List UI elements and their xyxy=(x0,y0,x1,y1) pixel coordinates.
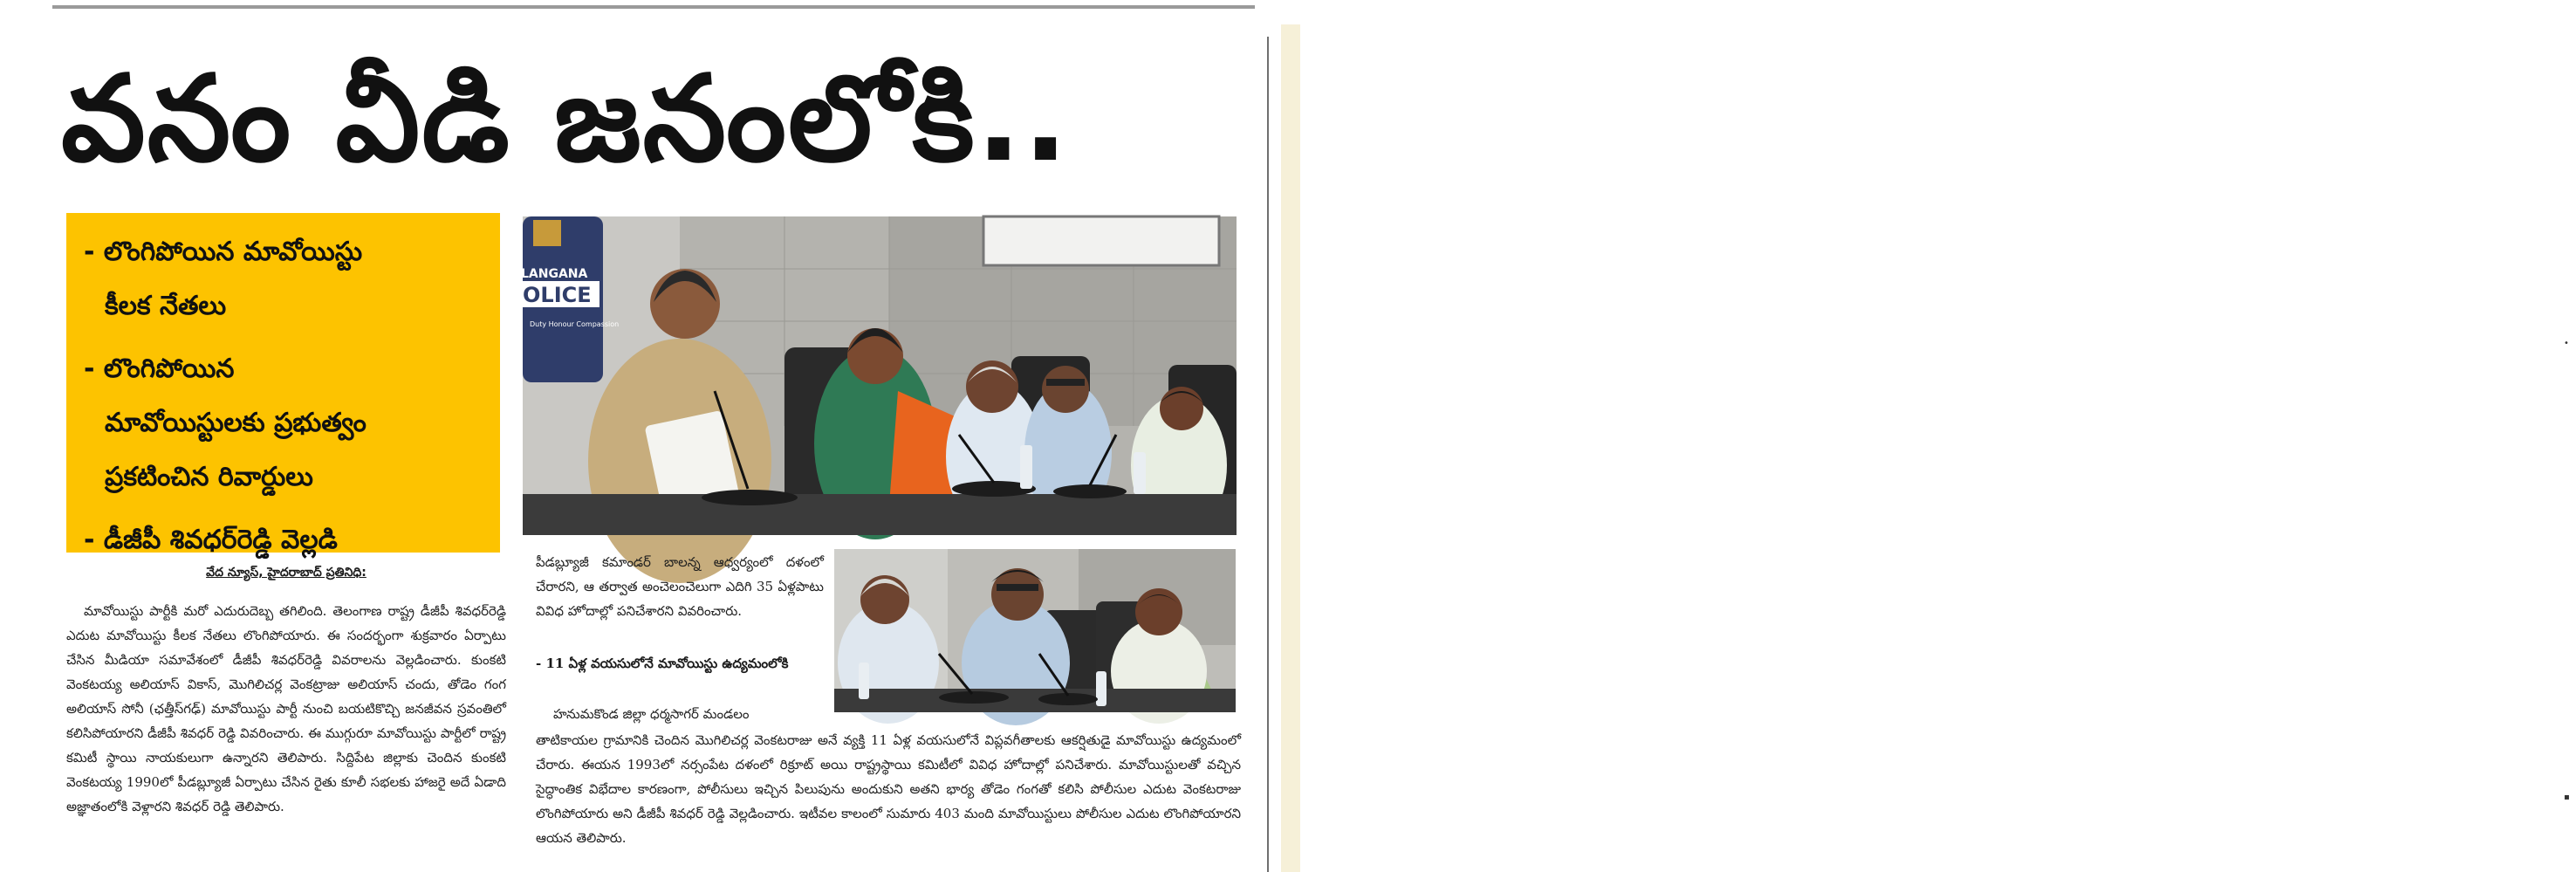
article-column-1: మావోయిస్టు పార్టీకి మరో ఎదురుదెబ్బ తగిలింది. తెలంగాణ రాష్ట్ర డీజీపీ శివధర్‌రెడ్డి ఎదుట మావోయిస్టు కీలక నేతలు లొంగిపోయారు. ఈ సందర్భంగా శుక్రవారం ఏర్పాటు చేసిన మీడియా సమావేశంలో డీజీపీ శివధర్‌రెడ్డి వివరాలను వెల్లడించారు. కుంకటి వెంకటయ్య అలియాస్ వికాస్, మొగిలిచర్ల వెంకట్రాజు అలియాస్ చందు, తోడెం గంగ అలియాస్ సోనీ (ఛత్తీస్‌గఢ్) మావోయిస్టు పార్టీ నుంచి బయటికొచ్చి జనజీవన స్రవంతిలో కలిసిపోయారని డీజీపీ శివధర్ రెడ్డి వివరించారు. ఈ ముగ్గురూ మావోయిస్టు పార్టీలో రాష్ట్ర కమిటీ స్థాయి నాయకులుగా ఉన్నారని తెలిపారు. సిద్దిపేట జిల్లాకు చెందిన కుంకటి వెంకటయ్య 1990లో పీడబ్ల్యూజీ ఏర్పాటు చేసిన రైతు కూలీ సభలకు హాజరై అదే ఏడాది అజ్ఞాతంలోకి వెళ్లారని శివధర్ రెడ్డి తెలిపారు. xyxy=(66,603,506,814)
highlight-line: ప్రకటించిన రివార్డులు xyxy=(105,462,313,492)
press-conference-photo xyxy=(523,216,1237,535)
highlight-line: మావోయిస్టులకు ప్రభుత్వం xyxy=(105,408,367,438)
highlights-box xyxy=(66,213,500,553)
surrendered-leaders-photo xyxy=(834,549,1236,712)
strip-mark: ▪ xyxy=(2564,793,2570,802)
column-divider xyxy=(1267,37,1269,872)
byline: వేద న్యూస్, హైదరాబాద్ ప్రతినిధి: xyxy=(206,566,367,580)
highlight-item xyxy=(84,342,491,505)
highlight-line: కీలక నేతలు xyxy=(105,291,227,321)
page-headline: వనం వీడి జనంలోకి.. xyxy=(61,51,1070,189)
highlight-line: - లొంగిపోయిన మావోయిస్టు xyxy=(84,237,363,267)
highlight-item xyxy=(84,225,491,333)
board-text-1: LANGANA xyxy=(521,267,588,281)
board-text-2: OLICE xyxy=(523,283,592,307)
article-subhead: - 11 ఏళ్ల వయసులోనే మావోయిస్టు ఉద్యమంలోకి xyxy=(536,656,789,671)
top-rule xyxy=(52,5,1255,9)
adjacent-page-strip xyxy=(1281,24,2570,872)
highlight-item xyxy=(84,513,491,567)
highlight-line: - లొంగిపోయిన xyxy=(84,354,235,384)
article-column-2: పీడబ్ల్యూజీ కమాండర్ బాలన్న ఆధ్వర్యంలో దళంలో చేరారని, ఆ తర్వాత అంచెలంచెలుగా ఎదిగి 35 ఏళ్లపాటు వివిధ హోదాల్లో పనిచేశారని వివరించారు. xyxy=(536,554,824,619)
article-column-2b: హనుమకొండ జిల్లా ధర్మసాగర్ మండలం xyxy=(553,706,750,722)
article-column-3: తాటికాయల గ్రామానికి చెందిన మొగిలిచర్ల వెంకటరాజు అనే వ్యక్తి 11 ఏళ్ల వయసులోనే విప్లవగీతాలకు ఆకర్షితుడై మావోయిస్టు ఉద్యమంలో చేరారు. ఈయన 1993లో నర్సంపేట దళంలో రిక్రూట్ అయి రాష్ట్రస్థాయి కమిటీలో వివిధ హోదాల్లో పనిచేశారు. మావోయిస్టులతో వచ్చిన సైద్ధాంతిక విభేదాల కారణంగా, పోలీసులు ఇచ్చిన పిలుపును అందుకుని అతని భార్య తోడెం గంగతో కలిసి పోలీసుల ఎదుట వెంకటరాజు లొంగిపోయారు అని డీజీపీ శివధర్ రెడ్డి వెల్లడించారు. ఇటీవల కాలంలో సుమారు 403 మంది మావోయిస్టులు పోలీసుల ఎదుట లొంగిపోయారని ఆయన తెలిపారు. xyxy=(536,732,1241,846)
highlight-line: - డీజీపీ శివధర్‌రెడ్డి వెల్లడి xyxy=(84,525,338,555)
strip-mark: • xyxy=(2564,339,2569,348)
board-motto: Duty Honour Compassion xyxy=(530,320,620,328)
